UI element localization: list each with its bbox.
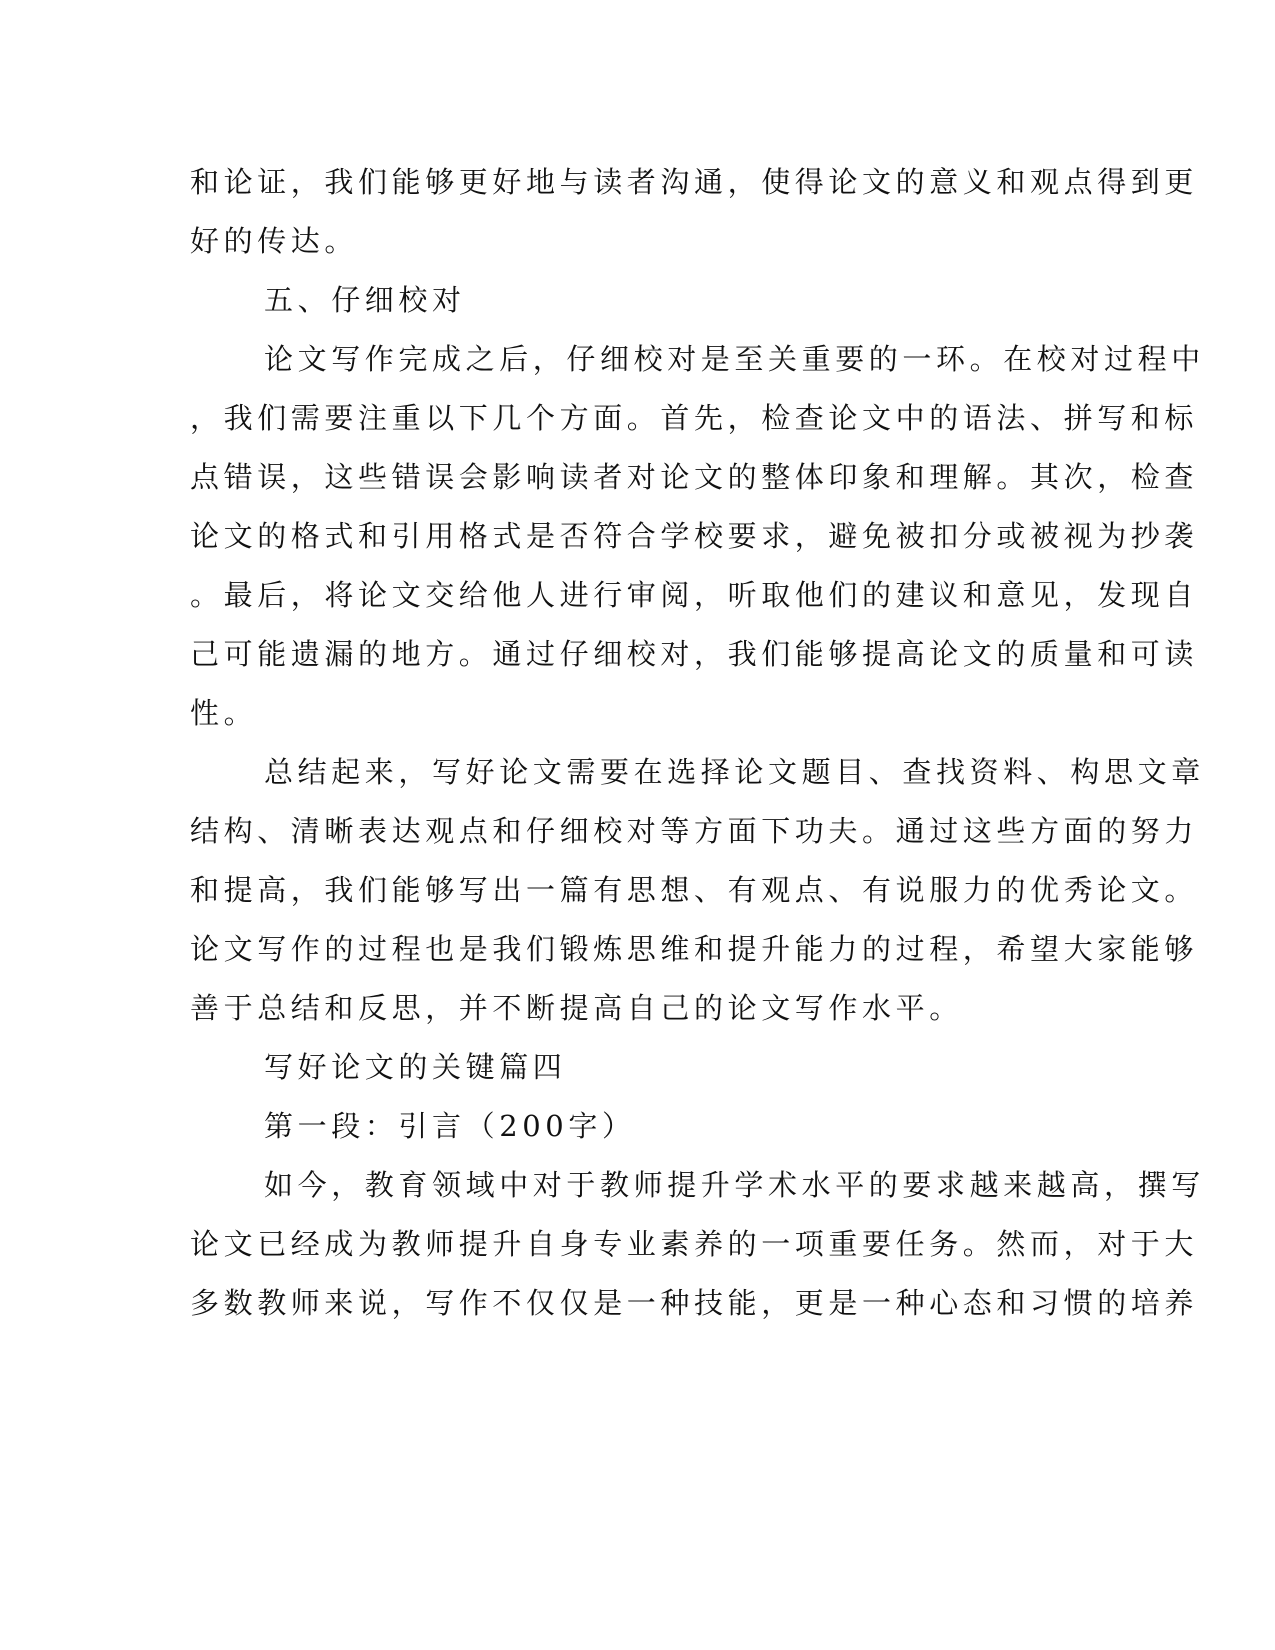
text-line: 论文已经成为教师提升自身专业素养的一项重要任务。然而，对于大 <box>190 1227 1199 1261</box>
section-heading: 第一段：引言（200字） <box>264 1109 636 1143</box>
text-line: 和论证，我们能够更好地与读者沟通，使得论文的意义和观点得到更 <box>190 165 1199 199</box>
text-line: 总结起来，写好论文需要在选择论文题目、查找资料、构思文章 <box>264 755 1205 789</box>
text-line: 和提高，我们能够写出一篇有思想、有观点、有说服力的优秀论文。 <box>190 873 1199 907</box>
text-line: 如今，教育领域中对于教师提升学术水平的要求越来越高，撰写 <box>264 1168 1205 1202</box>
text-line: 论文的格式和引用格式是否符合学校要求，避免被扣分或被视为抄袭 <box>190 519 1199 553</box>
section-heading: 写好论文的关键篇四 <box>264 1050 567 1084</box>
text-line: 。最后，将论文交给他人进行审阅，听取他们的建议和意见，发现自 <box>190 578 1199 612</box>
text-line: 多数教师来说，写作不仅仅是一种技能，更是一种心态和习惯的培养 <box>190 1286 1199 1320</box>
text-line: 结构、清晰表达观点和仔细校对等方面下功夫。通过这些方面的努力 <box>190 814 1199 848</box>
text-line: 己可能遗漏的地方。通过仔细校对，我们能够提高论文的质量和可读 <box>190 637 1199 671</box>
text-line: 好的传达。 <box>190 224 359 258</box>
text-line: 论文写作完成之后，仔细校对是至关重要的一环。在校对过程中 <box>264 342 1205 376</box>
text-line: 性。 <box>190 696 258 730</box>
text-line: ，我们需要注重以下几个方面。首先，检查论文中的语法、拼写和标 <box>190 401 1199 435</box>
text-line: 点错误，这些错误会影响读者对论文的整体印象和理解。其次，检查 <box>190 460 1199 494</box>
section-heading: 五、仔细校对 <box>264 283 466 317</box>
text-line: 善于总结和反思，并不断提高自己的论文写作水平。 <box>190 991 963 1025</box>
text-line: 论文写作的过程也是我们锻炼思维和提升能力的过程，希望大家能够 <box>190 932 1199 966</box>
